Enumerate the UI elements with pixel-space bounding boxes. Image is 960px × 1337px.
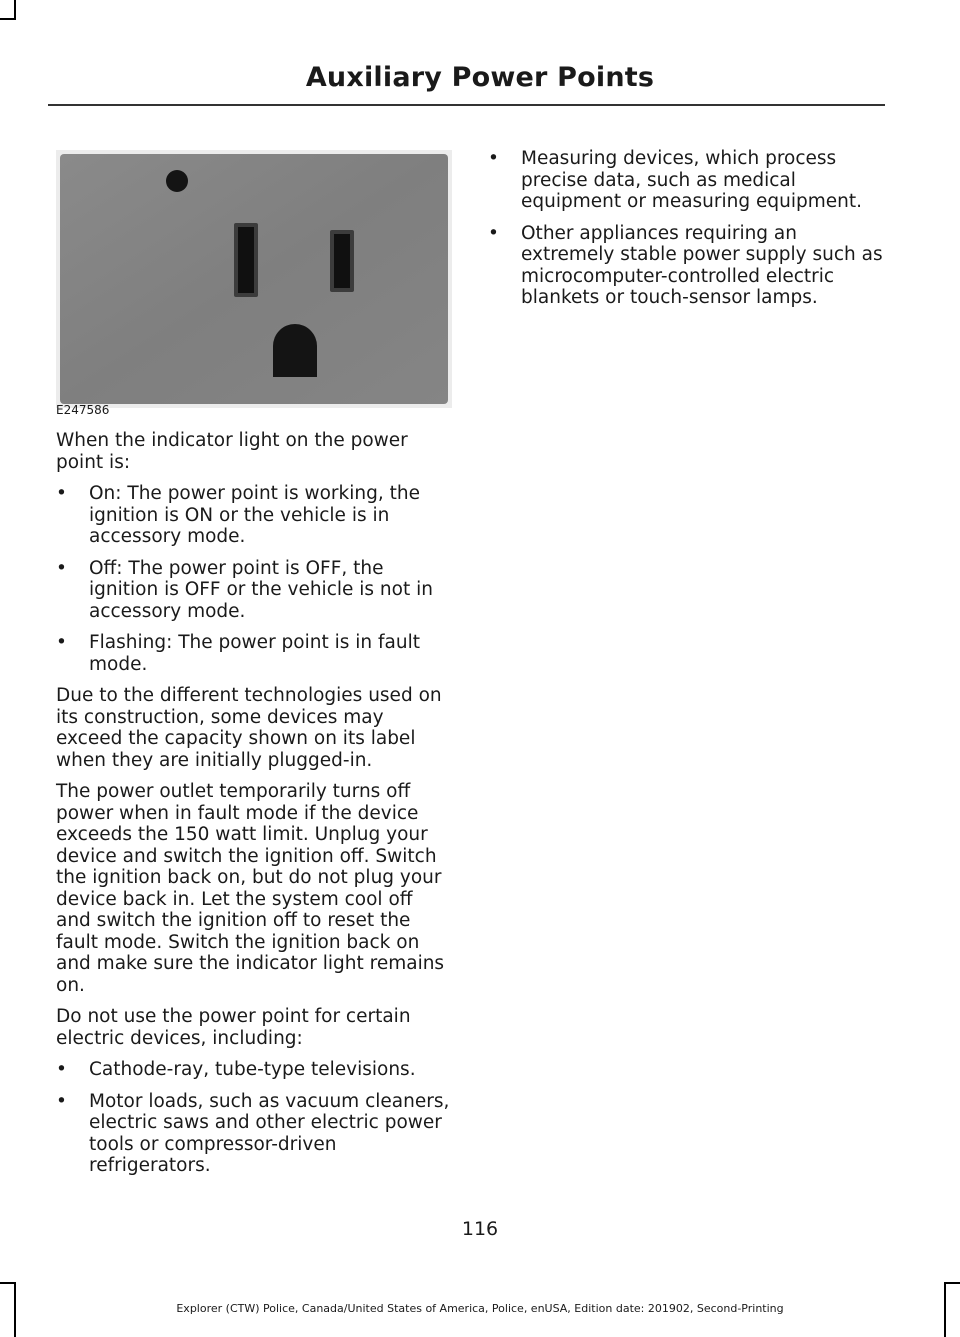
crop-mark-bottom-right-h <box>944 1282 960 1284</box>
bullet-icon: • <box>488 148 499 169</box>
crop-mark-top-left-h <box>0 18 16 20</box>
list-item: • Motor loads, such as vacuum cleaners, electric saws and other electric power tools or compressor-driven refrigerators. <box>56 1090 450 1176</box>
footer-edition: Explorer (CTW) Police, Canada/United States of America, Police, enUSA, Edition date: 201902, Second-Printing <box>176 1302 784 1315</box>
crop-mark-top-left-v <box>14 0 16 20</box>
figure-code: E247586 <box>56 403 110 417</box>
bullet-icon: • <box>56 483 67 504</box>
do-not-use-paragraph: Do not use the power point for certain electric devices, including: <box>56 1006 411 1049</box>
indicator-states-list <box>56 483 451 675</box>
bullet-icon: • <box>56 632 67 653</box>
header-divider <box>48 104 885 106</box>
fault-mode-paragraph: The power outlet temporarily turns off power when in fault mode if the device exceeds the 150 watt limit. Unplug your device and switch the ignition off. Switch the ignition back on, but do not plug your device back in. Let the system cool off and switch the ignition off to reset the fault mode. Switch the ignition back on and make sure the indicator light remains on. <box>56 781 445 996</box>
power-outlet-illustration <box>56 150 452 408</box>
left-column <box>56 430 451 1187</box>
power-outlet-figure <box>56 150 452 408</box>
list-item: • Measuring devices, which process precise data, such as medical equipment or measuring equipment. <box>488 148 862 212</box>
page-number: 116 <box>461 1218 499 1240</box>
capacity-paragraph: Due to the different technologies used on its construction, some devices may exceed the capacity shown on its label when they are initially plugged-in. <box>56 685 442 771</box>
outlet-ground-hole <box>273 324 317 377</box>
list-item: • Cathode-ray, tube-type televisions. <box>56 1059 416 1080</box>
bullet-icon: • <box>56 1059 67 1080</box>
bullet-icon: • <box>488 222 499 244</box>
list-item: • Off: The power point is OFF, the ignition is OFF or the vehicle is not in accessory mode. <box>56 557 433 622</box>
list-item: • Flashing: The power point is in fault mode. <box>56 632 420 675</box>
bullet-icon: • <box>56 1090 67 1112</box>
list-item: • Other appliances requiring an extremely stable power supply such as microcomputer-controlled electric blankets or touch-sensor lamps. <box>488 222 883 308</box>
page-title: Auxiliary Power Points <box>305 62 655 93</box>
right-column <box>488 148 883 319</box>
bullet-icon: • <box>56 557 67 579</box>
list-item: • On: The power point is working, the ignition is ON or the vehicle is in accessory mode. <box>56 483 420 547</box>
indicator-intro: When the indicator light on the power point is: <box>56 430 408 473</box>
indicator-light-icon <box>166 170 188 192</box>
excluded-devices-list <box>56 1059 451 1177</box>
excluded-devices-list-continued <box>488 148 883 309</box>
crop-mark-bottom-left-h <box>0 1282 16 1284</box>
